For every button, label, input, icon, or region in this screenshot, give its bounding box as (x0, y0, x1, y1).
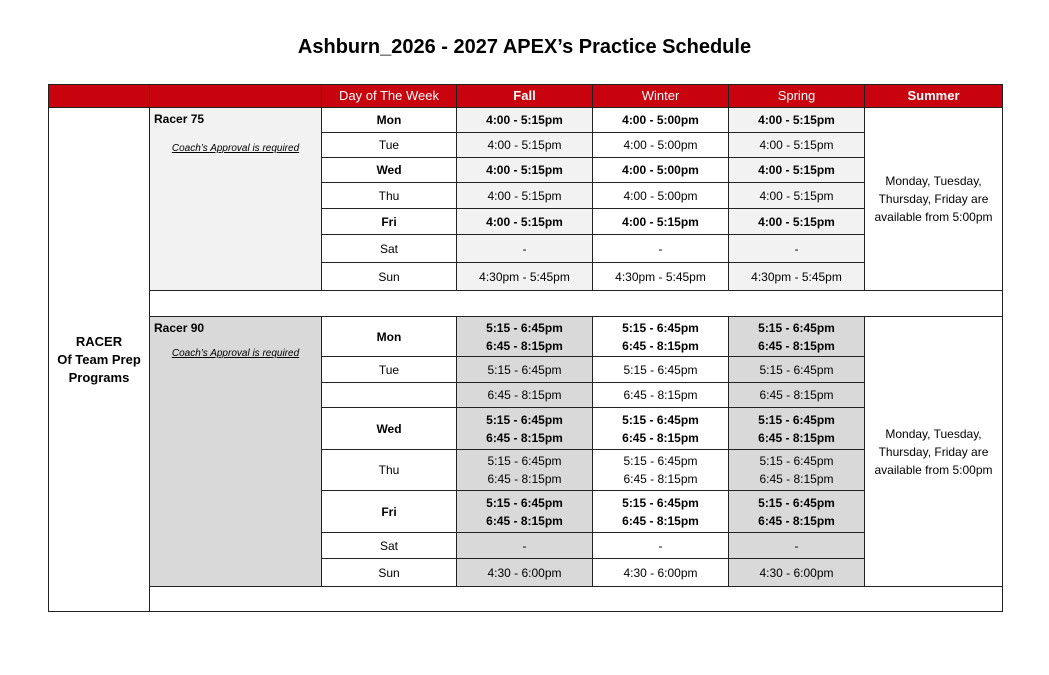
time-slot: 4:30 - 6:00pm (487, 565, 562, 580)
racer-75-group-cell (150, 108, 322, 291)
time-slot: 6:45 - 8:15pm (758, 513, 835, 528)
day-cell: Sat (322, 235, 457, 263)
table-row (49, 108, 1003, 133)
fall-cell: - (457, 235, 593, 263)
spacer-row (49, 291, 1003, 317)
day-cell: Thu (322, 450, 457, 491)
racer-90-group-cell (150, 317, 322, 587)
time-slot: 5:15 - 6:45pm (486, 412, 563, 427)
page-title: Ashburn_2026 - 2027 APEX’s Practice Schedule (297, 36, 752, 58)
fall-cell: 4:00 - 5:15pm (457, 108, 593, 133)
spring-cell (729, 357, 865, 383)
time-slot: 5:15 - 6:45pm (623, 454, 698, 468)
time-slot: 5:15 - 6:45pm (622, 495, 699, 510)
winter-cell: 4:00 - 5:00pm (593, 108, 729, 133)
spring-cell: 4:00 - 5:15pm (729, 183, 865, 209)
time-slot: 6:45 - 8:15pm (759, 388, 834, 402)
time-slot: 6:45 - 8:15pm (623, 388, 698, 402)
time-slot: 5:15 - 6:45pm (758, 495, 835, 510)
time-slot: 5:15 - 6:45pm (487, 454, 562, 468)
spring-cell (729, 533, 865, 559)
spacer-row (49, 587, 1003, 612)
fall-cell (457, 533, 593, 559)
fall-cell: 4:30pm - 5:45pm (457, 263, 593, 291)
approval-note: Coach’s Approval is required (171, 348, 300, 359)
time-slot: 6:45 - 8:15pm (622, 513, 699, 528)
program-line-2: Of Team Prep (57, 351, 141, 367)
header-cell-blank-1 (49, 85, 150, 108)
spring-cell (729, 559, 865, 587)
day-cell: Mon (322, 317, 457, 357)
winter-cell (593, 383, 729, 408)
program-line-1: RACER (75, 333, 123, 349)
day-cell: Tue (322, 357, 457, 383)
spring-cell (729, 450, 865, 491)
approval-note: Coach’s Approval is required (171, 143, 300, 154)
time-slot: 5:15 - 6:45pm (758, 320, 835, 335)
time-slot: 4:30 - 6:00pm (759, 565, 834, 580)
time-slot: - (522, 538, 527, 553)
spacer-cell (150, 291, 1003, 317)
fall-cell (457, 408, 593, 450)
fall-cell (457, 450, 593, 491)
time-slot: 5:15 - 6:45pm (622, 412, 699, 427)
spring-cell: 4:00 - 5:15pm (729, 133, 865, 158)
spring-cell (729, 491, 865, 533)
winter-cell (593, 357, 729, 383)
time-slot: 6:45 - 8:15pm (486, 338, 563, 353)
day-cell: Sun (322, 559, 457, 587)
day-cell: Sat (322, 533, 457, 559)
time-slot: 5:15 - 6:45pm (486, 495, 563, 510)
spring-cell: 4:00 - 5:15pm (729, 209, 865, 235)
spacer-cell (150, 587, 1003, 612)
header-day-of-week: Day of The Week (322, 85, 457, 108)
time-slot: 5:15 - 6:45pm (759, 362, 834, 377)
fall-cell: 4:00 - 5:15pm (457, 133, 593, 158)
table-row (49, 317, 1003, 357)
time-slot: 6:45 - 8:15pm (623, 472, 698, 486)
winter-cell: 4:00 - 5:00pm (593, 158, 729, 183)
time-slot: 6:45 - 8:15pm (622, 338, 699, 353)
day-cell: Fri (322, 209, 457, 235)
summer-cell: Monday, Tuesday, Thursday, Friday are available from 5:00pm (865, 108, 1003, 291)
winter-cell: 4:00 - 5:00pm (593, 183, 729, 209)
winter-cell (593, 559, 729, 587)
fall-cell (457, 357, 593, 383)
spring-cell (729, 408, 865, 450)
winter-cell: 4:00 - 5:15pm (593, 209, 729, 235)
spring-cell (729, 317, 865, 357)
time-slot: 5:15 - 6:45pm (623, 362, 698, 377)
winter-cell (593, 408, 729, 450)
header-cell-blank-2 (150, 85, 322, 108)
time-slot: 5:15 - 6:45pm (759, 454, 834, 468)
time-slot: 6:45 - 8:15pm (487, 472, 562, 486)
header-summer: Summer (865, 85, 1003, 108)
day-cell: Fri (322, 491, 457, 533)
winter-cell: - (593, 235, 729, 263)
time-slot: 6:45 - 8:15pm (486, 513, 563, 528)
time-slot: 4:30 - 6:00pm (623, 565, 698, 580)
fall-cell (457, 491, 593, 533)
time-slot: 5:15 - 6:45pm (487, 362, 562, 377)
time-slot: 5:15 - 6:45pm (758, 412, 835, 427)
spring-cell (729, 383, 865, 408)
day-cell (322, 383, 457, 408)
time-slot: 6:45 - 8:15pm (487, 388, 562, 402)
time-slot: 6:45 - 8:15pm (758, 338, 835, 353)
winter-cell (593, 533, 729, 559)
fall-cell: 4:00 - 5:15pm (457, 183, 593, 209)
time-slot: 6:45 - 8:15pm (759, 472, 834, 486)
winter-cell: 4:30pm - 5:45pm (593, 263, 729, 291)
fall-cell: 4:00 - 5:15pm (457, 158, 593, 183)
fall-cell: 4:00 - 5:15pm (457, 209, 593, 235)
spring-cell: 4:00 - 5:15pm (729, 158, 865, 183)
winter-cell: 4:00 - 5:00pm (593, 133, 729, 158)
day-cell: Thu (322, 183, 457, 209)
winter-cell (593, 491, 729, 533)
group-name: Racer 90 (154, 321, 205, 335)
practice-schedule-table (48, 84, 1003, 612)
header-spring: Spring (729, 85, 865, 108)
spring-cell: - (729, 235, 865, 263)
program-cell (49, 108, 150, 612)
summer-cell: Monday, Tuesday, Thursday, Friday are available from 5:00pm (865, 317, 1003, 587)
spring-cell: 4:30pm - 5:45pm (729, 263, 865, 291)
group-name: Racer 75 (154, 112, 205, 126)
header-fall: Fall (457, 85, 593, 108)
time-slot: 6:45 - 8:15pm (486, 430, 563, 445)
header-row (49, 85, 1003, 108)
winter-cell (593, 317, 729, 357)
time-slot: - (658, 538, 663, 553)
day-cell: Wed (322, 158, 457, 183)
time-slot: - (794, 538, 799, 553)
fall-cell (457, 383, 593, 408)
day-cell: Mon (322, 108, 457, 133)
day-cell: Sun (322, 263, 457, 291)
time-slot: 6:45 - 8:15pm (758, 430, 835, 445)
fall-cell (457, 559, 593, 587)
winter-cell (593, 450, 729, 491)
spring-cell: 4:00 - 5:15pm (729, 108, 865, 133)
time-slot: 5:15 - 6:45pm (622, 320, 699, 335)
time-slot: 6:45 - 8:15pm (622, 430, 699, 445)
day-cell: Tue (322, 133, 457, 158)
time-slot: 5:15 - 6:45pm (486, 320, 563, 335)
header-winter: Winter (593, 85, 729, 108)
program-line-3: Programs (68, 369, 130, 385)
day-cell: Wed (322, 408, 457, 450)
fall-cell (457, 317, 593, 357)
